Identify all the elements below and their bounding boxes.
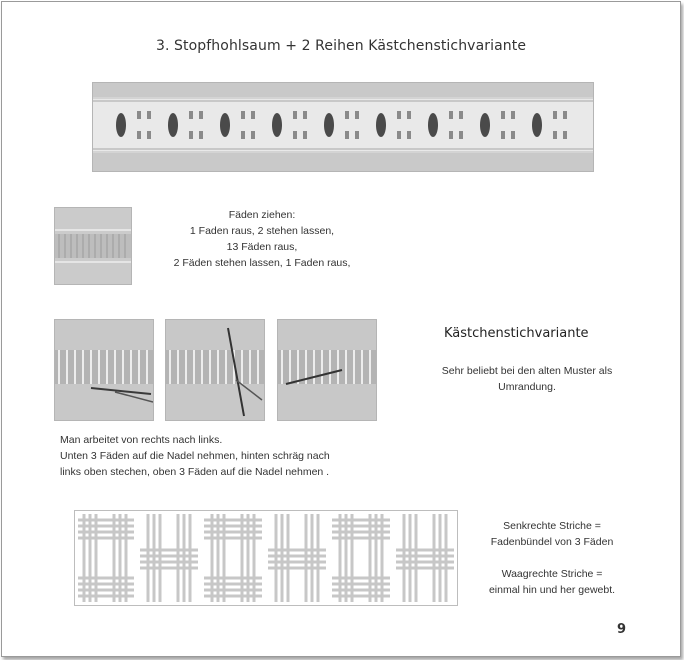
method-line: Unten 3 Fäden auf die Nadel nehmen, hinten schräg nach (60, 450, 330, 462)
thread-instructions (152, 207, 372, 271)
step-photo-3 (277, 319, 377, 421)
legend-horizontal-line: Waagrechte Striche = (501, 568, 603, 580)
document-page (1, 1, 681, 657)
instruction-line: 1 Faden raus, 2 stehen lassen, (189, 225, 335, 237)
page-title: 3. Stopfhohlsaum + 2 Reihen Kästchenstichvariante (155, 38, 527, 54)
legend-vertical-line: Senkrechte Striche = (503, 520, 601, 532)
method-line: Man arbeitet von rechts nach links. (60, 434, 223, 446)
step-photo-2 (165, 319, 265, 421)
variant-description (407, 363, 647, 395)
weaving-diagram (74, 510, 458, 606)
page-number: 9 (616, 622, 626, 637)
drawn-threads-photo (54, 207, 132, 285)
diagram-legend (472, 518, 632, 598)
variant-desc-line: Sehr beliebt bei den alten Muster als (441, 365, 613, 377)
variant-heading: Kästchenstichvariante (444, 326, 589, 341)
instruction-line: 2 Fäden stehen lassen, 1 Faden raus, (173, 257, 351, 269)
hemstitch-band-photo (92, 82, 594, 172)
step-photo-1 (54, 319, 154, 421)
instruction-line: 13 Fäden raus, (226, 241, 298, 253)
legend-vertical-line: Fadenbündel von 3 Fäden (490, 536, 614, 548)
weaving-diagram-svg (74, 510, 458, 606)
variant-desc-line: Umrandung. (498, 381, 556, 393)
instructions-heading: Fäden ziehen: (228, 209, 296, 221)
method-description (60, 432, 400, 480)
method-line: links oben stechen, oben 3 Fäden auf die Nadel nehmen . (60, 466, 330, 478)
legend-horizontal-line: einmal hin und her gewebt. (488, 584, 616, 596)
